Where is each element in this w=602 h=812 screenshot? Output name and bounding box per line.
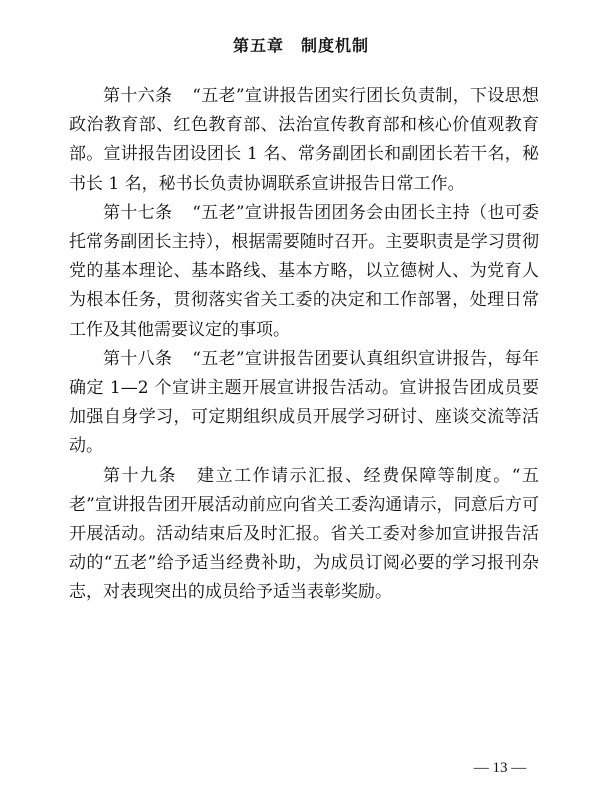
body-text: [69, 82, 539, 608]
chapter-title: 第五章 制度机制: [232, 36, 369, 55]
article-text: “五老”宣讲报告团实行团长负责制，下设思想政治教育部、红色教育部、法治宣传教育部和核心价值观教育部。宣讲报告团设团长 1 名、常务副团长和副团长若干名，秘书长 1 名，秘书长负责协调联系宣讲报告日常工作。: [69, 86, 540, 194]
article-19: [69, 462, 539, 608]
article-number: 第十八条: [103, 348, 173, 369]
article-18: [69, 345, 539, 462]
article-text: “五老”宣讲报告团团务会由团长主持（也可委托常务副团长主持），根据需要随时召开。主要职责是学习贯彻党的基本理论、基本路线、基本方略，以立德树人、为党育人为根本任务，贯彻落实省关工委的决定和工作部署，处理日常工作及其他需要议定的事项。: [69, 202, 540, 340]
article-17: [69, 199, 539, 345]
article-number: 第十六条: [103, 86, 173, 106]
page-number: — 13 —: [473, 760, 527, 776]
article-number: 第十九条: [103, 465, 178, 486]
article-16: [69, 82, 539, 199]
article-text: “五老”宣讲报告团要认真组织宣讲报告，每年确定 1—2 个宣讲主题开展宣讲报告活动。宣讲报告团成员要加强自身学习，可定期组织成员开展学习研讨、座谈交流等活动。: [69, 348, 540, 457]
article-number: 第十七条: [103, 202, 173, 223]
article-text: 建立工作请示汇报、经费保障等制度。“五老”宣讲报告团开展活动前应向省关工委沟通请示，同意后方可开展活动。活动结束后及时汇报。省关工委对参加宣讲报告活动的“五老”给予适当经费补助，为成员订阅必要的学习报刊杂志，对表现突出的成员给予适当表彰奖励。: [69, 465, 539, 603]
